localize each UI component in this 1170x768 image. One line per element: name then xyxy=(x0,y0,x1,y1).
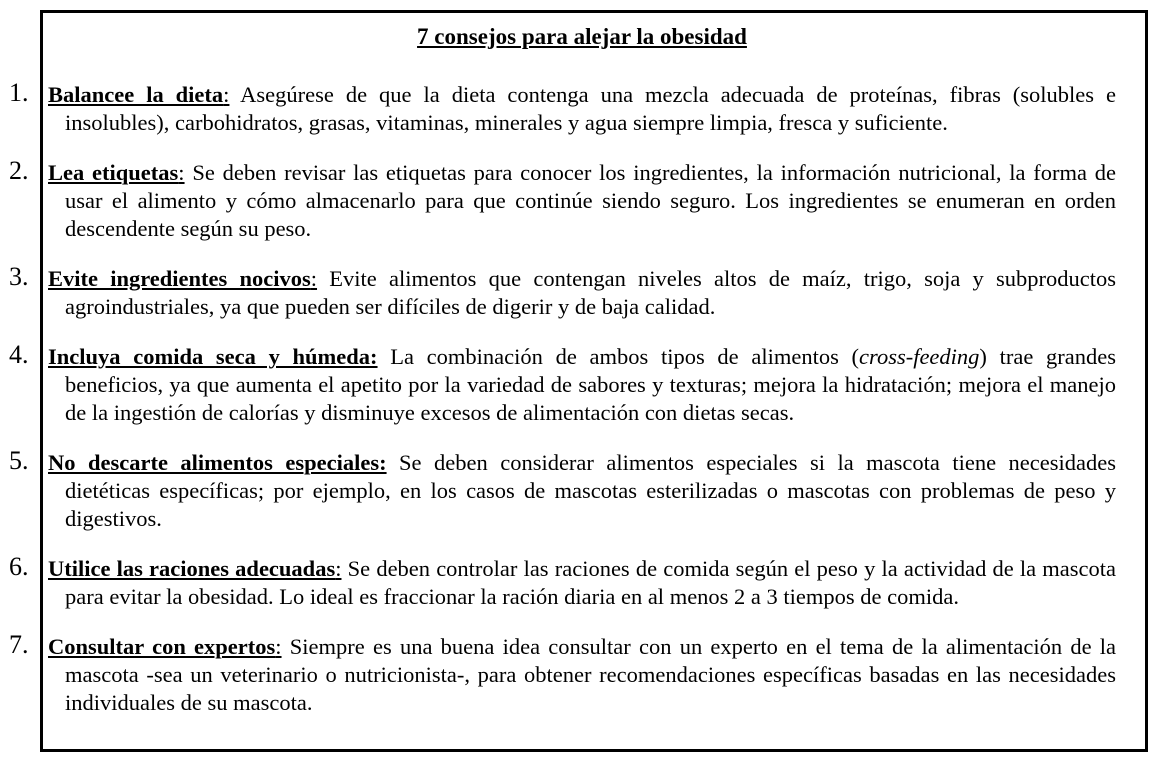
item-body: Se deben controlar las raciones de comida según el peso y la actividad de la mascota para evitar la obesidad. Lo ideal es fraccionar la ración diaria en al menos 2 a 3 tiempos de comida. xyxy=(65,556,1117,609)
item-body-italic-term: cross-feeding xyxy=(859,344,980,369)
item-number: 3. xyxy=(9,262,29,291)
item-body: Se deben considerar alimentos especiales si la mascota tiene necesidades dietéticas específicas; por ejemplo, en los casos de mascotas esterilizadas o mascotas con problemas de peso y digestivos. xyxy=(65,450,1116,531)
tip-item-4 xyxy=(9,340,1116,427)
tip-item-3 xyxy=(9,262,1116,321)
item-heading-colon: : xyxy=(275,634,282,659)
item-number: 6. xyxy=(9,552,29,581)
item-body: Siempre es una buena idea consultar con un experto en el tema de la alimentación de la mascota -sea un veterinario o nutricionista-, para obtener recomendaciones específicas basadas en las necesidades individuales de su mascota. xyxy=(65,634,1117,715)
item-heading-colon: : xyxy=(335,556,342,581)
item-body: Evite alimentos que contengan niveles altos de maíz, trigo, soja y subproductos agroindustriales, ya que pueden ser difíciles de digerir y de baja calidad. xyxy=(65,266,1116,319)
item-heading-colon: : xyxy=(310,266,318,291)
item-body-post: ) trae grandes beneficios, ya que aumenta el apetito por la variedad de sabores y texturas; mejora la hidratación; mejora el manejo de la ingestión de calorías y disminuye excesos de alimentación con dietas secas. xyxy=(65,344,1116,425)
item-heading: Balancee la dieta xyxy=(48,82,224,107)
item-heading-colon: : xyxy=(223,82,230,107)
item-number: 1. xyxy=(9,78,29,107)
item-heading: No descarte alimentos especiales: xyxy=(48,450,387,475)
tips-bordered-box xyxy=(9,10,1148,752)
tips-list xyxy=(9,78,1117,717)
item-body-pre: La combinación de ambos tipos de alimentos ( xyxy=(390,344,860,369)
item-heading-colon: : xyxy=(178,160,185,185)
item-number: 4. xyxy=(9,340,29,369)
tip-item-6 xyxy=(9,552,1117,611)
item-heading: Consultar con expertos xyxy=(48,634,276,659)
tip-item-1 xyxy=(9,78,1117,137)
item-number: 7. xyxy=(9,630,29,659)
tip-item-7 xyxy=(9,630,1117,717)
tip-item-5 xyxy=(9,446,1116,533)
item-body: Asegúrese de que la dieta contenga una mezcla adecuada de proteínas, fibras (solubles e insolubles), carbohidratos, grasas, vitaminas, minerales y agua siempre limpia, fresca y suficiente. xyxy=(65,82,1117,135)
tip-item-2 xyxy=(9,156,1116,243)
item-heading: Utilice las raciones adecuadas xyxy=(48,556,336,581)
item-body: Se deben revisar las etiquetas para conocer los ingredientes, la información nutricional, la forma de usar el alimento y cómo almacenarlo para que continúe siendo seguro. Los ingredientes se enumeran en orden descendente según su peso. xyxy=(65,160,1116,241)
document-title: 7 consejos para alejar la obesidad xyxy=(417,24,747,49)
item-heading: Lea etiquetas xyxy=(48,160,179,185)
item-heading: Evite ingredientes nocivos xyxy=(48,266,311,291)
item-heading: Incluya comida seca y húmeda: xyxy=(48,344,378,369)
item-number: 2. xyxy=(9,156,29,185)
item-number: 5. xyxy=(9,446,29,475)
